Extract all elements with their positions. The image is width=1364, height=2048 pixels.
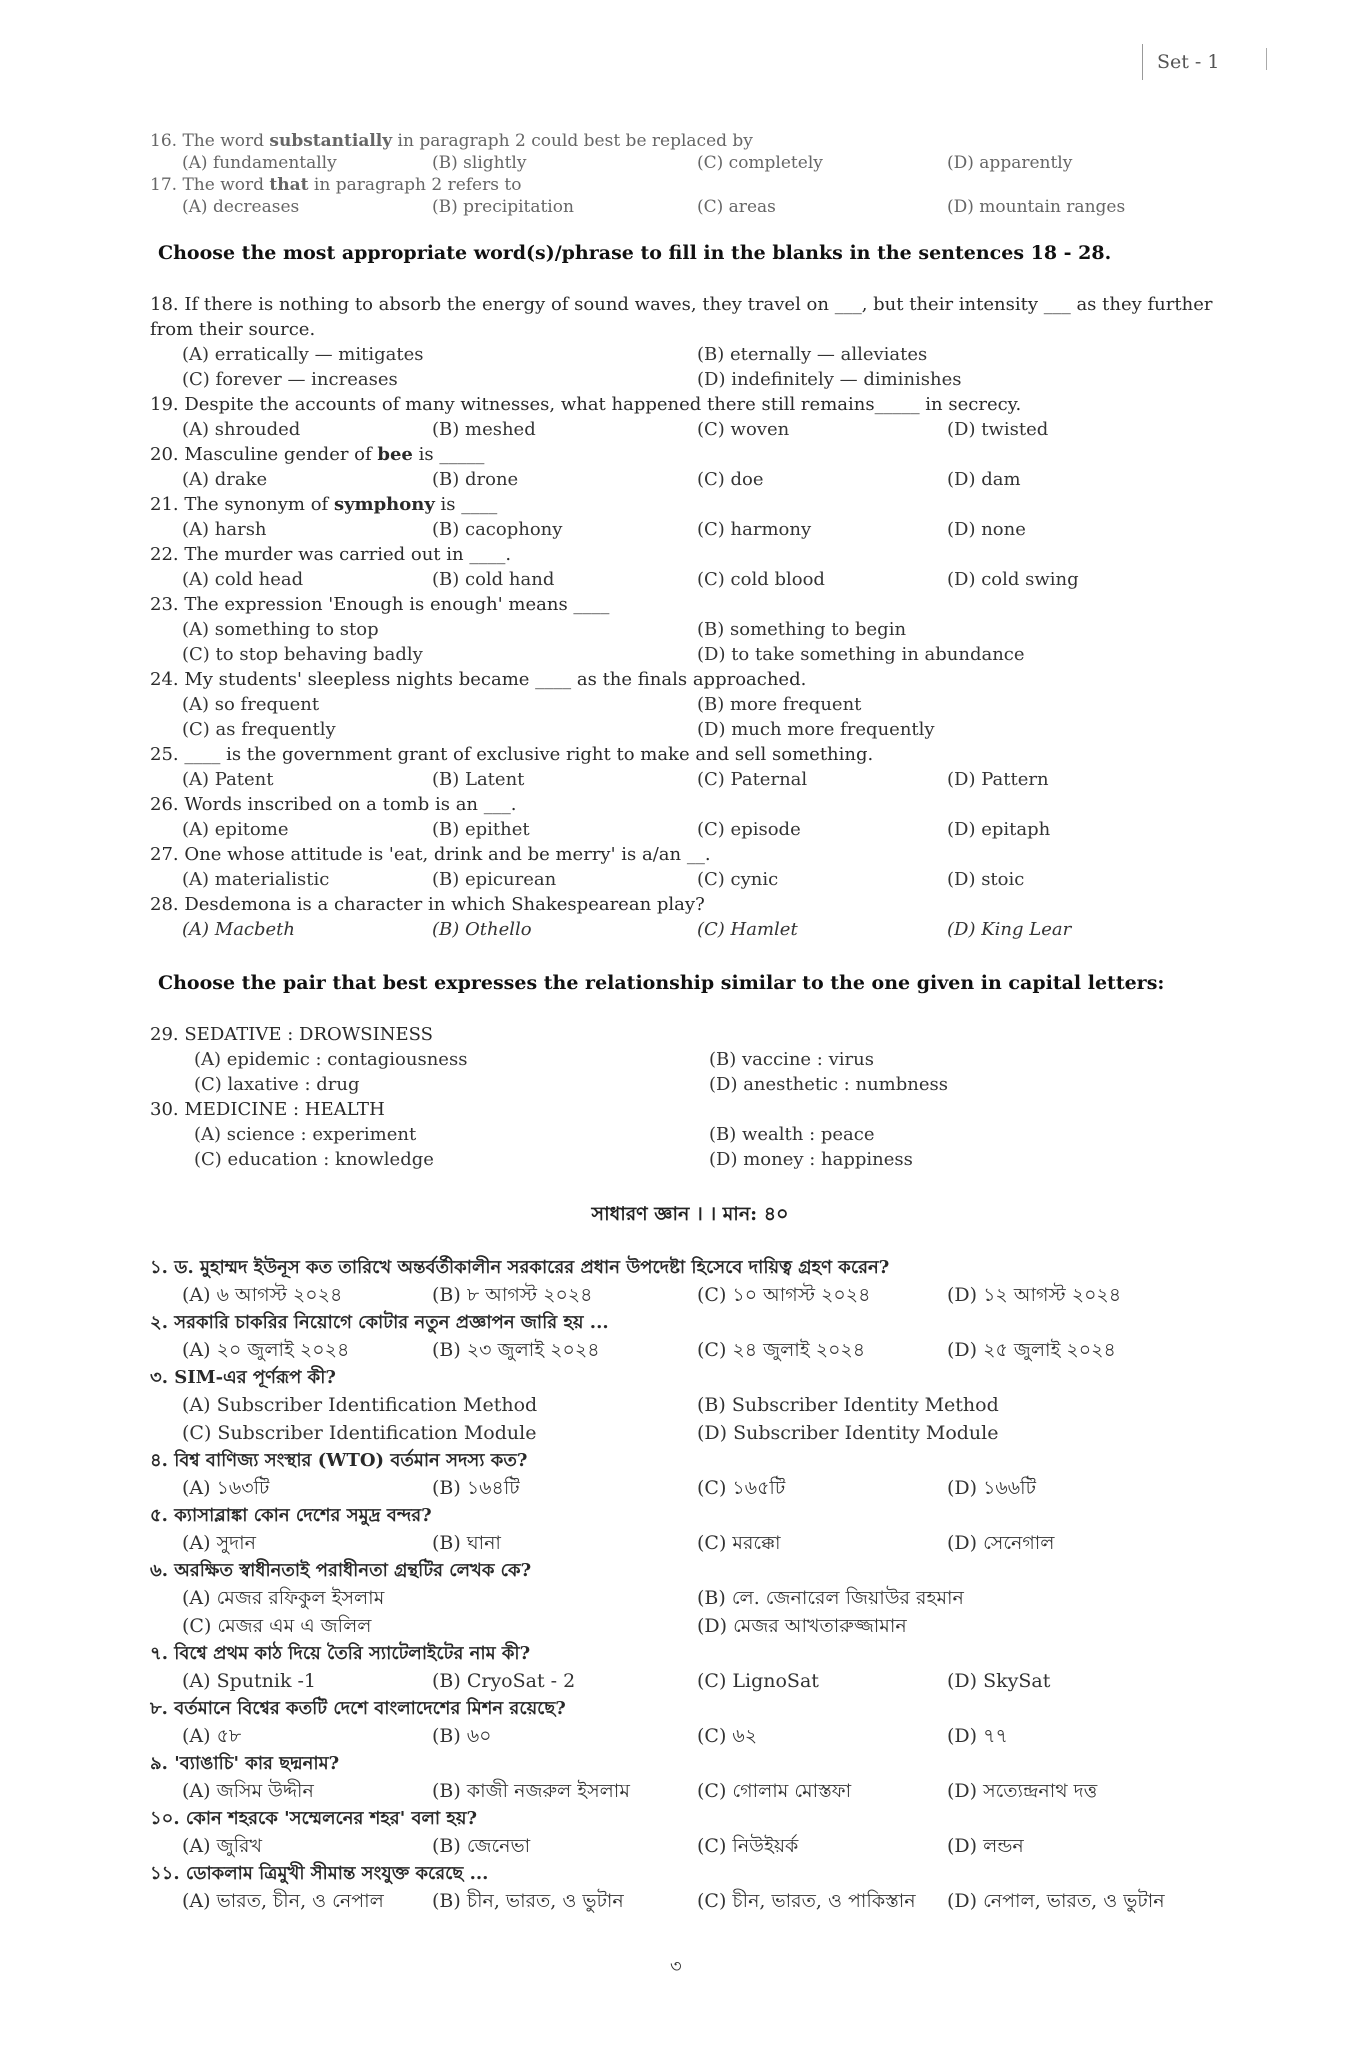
question-30: [150, 1097, 1230, 1172]
option-c: (C) harmony: [697, 519, 812, 540]
gk-question-4: [150, 1447, 1230, 1502]
general-knowledge-title: সাধারণ জ্ঞান । । মান: ৪০: [591, 1203, 789, 1225]
options: [150, 1047, 1230, 1097]
options: [150, 1584, 1230, 1640]
option-b: (B) লে. জেনারেল জিয়াউর রহমান: [697, 1587, 964, 1609]
option-c: (C) ১৬৫টি: [697, 1477, 786, 1499]
gk-question-6: [150, 1557, 1230, 1640]
gk-question-11: [150, 1860, 1230, 1915]
options: [150, 567, 1230, 592]
question-text: 20. Masculine gender of bee is _____: [150, 444, 485, 465]
option-d: (D) ২৫ জুলাই ২০২৪: [947, 1339, 1116, 1361]
options: [150, 917, 1230, 942]
question-text: 22. The murder was carried out in ____.: [150, 544, 512, 565]
options: [150, 867, 1230, 892]
option-b: (B) ৬০: [432, 1725, 492, 1747]
question-text: ৪. বিশ্ব বাণিজ্য সংস্থার (WTO) বর্তমান সদস্য কত?: [150, 1450, 528, 1471]
option-c: (C) ২৪ জুলাই ২০২৪: [697, 1339, 866, 1361]
option-a: (A) drake: [182, 469, 268, 490]
options: [150, 1887, 1230, 1915]
gk-question-5: [150, 1502, 1230, 1557]
gk-question-8: [150, 1695, 1230, 1750]
option-c: (C) Subscriber Identification Module: [182, 1422, 537, 1444]
option-b: (B) more frequent: [697, 694, 862, 715]
options: [150, 692, 1230, 742]
option-b: (B) wealth : peace: [709, 1124, 875, 1145]
option-d: (D) anesthetic : numbness: [709, 1074, 948, 1095]
option-c: (C) ৬২: [697, 1725, 758, 1747]
section-heading-fill-blanks: Choose the most appropriate word(s)/phrase to fill in the blanks in the sentences 18 - 28.: [158, 242, 1112, 264]
option-b: (B) meshed: [432, 419, 536, 440]
option-a: (A) shrouded: [182, 419, 301, 440]
question-text: ৭. বিশ্বে প্রথম কাঠ দিয়ে তৈরি স্যাটেলাইটের নাম কী?: [150, 1643, 531, 1664]
options: [150, 517, 1230, 542]
option-b: (B) vaccine : virus: [709, 1049, 874, 1070]
gk-question-3: [150, 1364, 1230, 1447]
options: [150, 1474, 1230, 1502]
gk-question-7: [150, 1640, 1230, 1695]
option-d: (D) twisted: [947, 419, 1049, 440]
question-16: [150, 130, 1230, 174]
option-c: (C) cold blood: [697, 569, 825, 590]
question-22: [150, 542, 1230, 592]
option-b: (B) cold hand: [432, 569, 555, 590]
options: [150, 817, 1230, 842]
option-c: (C) Hamlet: [697, 919, 798, 940]
option-b: (B) eternally — alleviates: [697, 344, 928, 365]
option-b: (B) কাজী নজরুল ইসলাম: [432, 1780, 630, 1802]
option-d: (D) SkySat: [947, 1670, 1051, 1692]
options: [150, 417, 1230, 442]
option-b: (B) cacophony: [432, 519, 563, 540]
options: [150, 196, 1230, 218]
gk-question-9: [150, 1750, 1230, 1805]
option-b: (B) drone: [432, 469, 519, 490]
option-c: (C) forever — increases: [182, 369, 398, 390]
question-text: 17. The word that in paragraph 2 refers to: [150, 175, 522, 195]
question-text: 19. Despite the accounts of many witnesses, what happened there still remains_____ in secrecy.: [150, 394, 1022, 415]
options: [150, 1722, 1230, 1750]
option-b: (B) epithet: [432, 819, 530, 840]
option-b: (B) জেনেভা: [432, 1835, 531, 1857]
option-c: (C) ১০ আগস্ট ২০২৪: [697, 1284, 871, 1306]
option-d: (D) লন্ডন: [947, 1835, 1024, 1857]
question-text: 30. MEDICINE : HEALTH: [150, 1099, 385, 1120]
option-a: (A) cold head: [182, 569, 304, 590]
option-d: (D) সেনেগাল: [947, 1532, 1055, 1554]
option-c: (C) as frequently: [182, 719, 336, 740]
option-b: (B) চীন, ভারত, ও ভুটান: [432, 1890, 624, 1912]
question-text: 24. My students' sleepless nights became ____ as the finals approached.: [150, 669, 807, 690]
option-a: (A) erratically — mitigates: [182, 344, 424, 365]
option-d: (D) money : happiness: [709, 1149, 913, 1170]
options: [150, 1667, 1230, 1695]
question-text: ৯. 'ব্যাঙাচি' কার ছদ্মনাম?: [150, 1753, 340, 1774]
fill-blank-questions: [150, 292, 1230, 942]
option-a: (A) জুরিখ: [182, 1835, 262, 1857]
option-b: (B) precipitation: [432, 197, 574, 217]
options: [150, 342, 1230, 392]
option-c: (C) laxative : drug: [194, 1074, 360, 1095]
option-c: (C) episode: [697, 819, 801, 840]
option-a: (A) ৬ আগস্ট ২০২৪: [182, 1284, 343, 1306]
question-text: 28. Desdemona is a character in which Shakespearean play?: [150, 894, 705, 915]
question-text: ১০. কোন শহরকে 'সম্মেলনের শহর' বলা হয়?: [150, 1808, 478, 1829]
option-b: (B) Latent: [432, 769, 525, 790]
option-a: (A) Subscriber Identification Method: [182, 1394, 538, 1416]
option-d: (D) much more frequently: [697, 719, 935, 740]
option-d: (D) ১৬৬টি: [947, 1477, 1036, 1499]
question-text: ৫. ক্যাসাব্লাঙ্কা কোন দেশের সমুদ্র বন্দর?: [150, 1505, 432, 1526]
option-d: (D) Subscriber Identity Module: [697, 1422, 999, 1444]
option-a: (A) decreases: [182, 197, 300, 217]
question-text: 21. The synonym of symphony is ____: [150, 494, 498, 515]
option-a: (A) মেজর রফিকুল ইসলাম: [182, 1587, 385, 1609]
section-heading-analogy: Choose the pair that best expresses the relationship similar to the one given in capital letters:: [158, 972, 1165, 994]
options: [150, 1336, 1230, 1364]
question-21: [150, 492, 1230, 542]
question-18: [150, 292, 1230, 392]
analogy-questions: [150, 1022, 1230, 1172]
question-text: 16. The word substantially in paragraph 2 could best be replaced by: [150, 131, 753, 151]
question-text: ৮. বর্তমানে বিশ্বের কতটি দেশে বাংলাদেশের মিশন রয়েছে?: [150, 1698, 566, 1719]
option-c: (C) মেজর এম এ জলিল: [182, 1615, 372, 1637]
question-text: 26. Words inscribed on a tomb is an ___.: [150, 794, 517, 815]
question-text: 23. The expression 'Enough is enough' means ____: [150, 594, 610, 615]
option-d: (D) none: [947, 519, 1026, 540]
option-d: (D) Pattern: [947, 769, 1049, 790]
option-c: (C) completely: [697, 153, 823, 173]
gk-question-10: [150, 1805, 1230, 1860]
option-a: (A) জসিম উদ্দীন: [182, 1780, 314, 1802]
options: [150, 1529, 1230, 1557]
option-c: (C) doe: [697, 469, 764, 490]
options: [150, 767, 1230, 792]
option-d: (D) King Lear: [947, 919, 1072, 940]
option-d: (D) indefinitely — diminishes: [697, 369, 962, 390]
option-b: (B) ৮ আগস্ট ২০২৪: [432, 1284, 593, 1306]
option-c: (C) Paternal: [697, 769, 808, 790]
set-label: Set - 1: [1142, 44, 1253, 80]
option-a: (A) ১৬৩টি: [182, 1477, 270, 1499]
option-c: (C) চীন, ভারত, ও পাকিস্তান: [697, 1890, 916, 1912]
option-a: (A) science : experiment: [194, 1124, 417, 1145]
options: [150, 467, 1230, 492]
question-28: [150, 892, 1230, 942]
option-d: (D) নেপাল, ভারত, ও ভুটান: [947, 1890, 1165, 1912]
options: [150, 617, 1230, 667]
option-a: (A) epidemic : contagiousness: [194, 1049, 468, 1070]
option-a: (A) ৫৮: [182, 1725, 242, 1747]
question-text: 29. SEDATIVE : DROWSINESS: [150, 1024, 433, 1045]
question-29: [150, 1022, 1230, 1097]
option-c: (C) মরক্কো: [697, 1532, 781, 1554]
option-d: (D) apparently: [947, 153, 1073, 173]
question-text: 27. One whose attitude is 'eat, drink and be merry' is a/an __.: [150, 844, 711, 865]
option-c: (C) to stop behaving badly: [182, 644, 423, 665]
option-d: (D) ১২ আগস্ট ২০২৪: [947, 1284, 1122, 1306]
question-23: [150, 592, 1230, 667]
option-c: (C) education : knowledge: [194, 1149, 434, 1170]
option-c: (C) areas: [697, 197, 776, 217]
option-a: (A) so frequent: [182, 694, 320, 715]
reading-questions: [150, 130, 1230, 218]
option-d: (D) মেজর আখতারুজ্জামান: [697, 1615, 907, 1637]
options: [150, 1281, 1230, 1309]
option-c: (C) LignoSat: [697, 1670, 819, 1692]
page-number: ৩: [670, 1956, 682, 1977]
general-knowledge-questions: [150, 1254, 1230, 1915]
options: [150, 1391, 1230, 1447]
option-a: (A) সুদান: [182, 1532, 256, 1554]
option-b: (B) CryoSat - 2: [432, 1670, 576, 1692]
option-b: (B) slightly: [432, 153, 527, 173]
option-d: (D) ৭৭: [947, 1725, 1008, 1747]
question-text: ১১. ডোকলাম ত্রিমুখী সীমান্ত সংযুক্ত করেছে ...: [150, 1863, 489, 1884]
option-a: (A) fundamentally: [182, 153, 337, 173]
option-a: (A) ভারত, চীন, ও নেপাল: [182, 1890, 384, 1912]
option-b: (B) something to begin: [697, 619, 907, 640]
question-text: ৩. SIM-এর পূর্ণরূপ কী?: [150, 1367, 336, 1388]
option-c: (C) cynic: [697, 869, 779, 890]
option-c: (C) নিউইয়র্ক: [697, 1835, 799, 1857]
option-d: (D) epitaph: [947, 819, 1051, 840]
gk-question-1: [150, 1254, 1230, 1309]
option-b: (B) epicurean: [432, 869, 557, 890]
option-b: (B) Subscriber Identity Method: [697, 1394, 999, 1416]
option-b: (B) ২৩ জুলাই ২০২৪: [432, 1339, 600, 1361]
option-a: (A) Macbeth: [182, 919, 296, 940]
options: [150, 1122, 1230, 1172]
question-text: 25. ____ is the government grant of exclusive right to make and sell something.: [150, 744, 874, 765]
question-27: [150, 842, 1230, 892]
option-a: (A) materialistic: [182, 869, 330, 890]
option-a: (A) epitome: [182, 819, 289, 840]
gk-question-2: [150, 1309, 1230, 1364]
question-24: [150, 667, 1230, 742]
option-d: (D) dam: [947, 469, 1021, 490]
option-a: (A) something to stop: [182, 619, 379, 640]
question-text: 18. If there is nothing to absorb the energy of sound waves, they travel on ___, but their intensity ___ as they further from their source.: [150, 294, 1213, 340]
option-b: (B) ১৬৪টি: [432, 1477, 520, 1499]
option-a: (A) Sputnik -1: [182, 1670, 317, 1692]
option-d: (D) to take something in abundance: [697, 644, 1025, 665]
option-a: (A) harsh: [182, 519, 267, 540]
option-d: (D) সত্যেন্দ্রনাথ দত্ত: [947, 1780, 1098, 1802]
exam-content: [150, 130, 1230, 1915]
option-b: (B) Othello: [432, 919, 532, 940]
question-25: [150, 742, 1230, 792]
question-17: [150, 174, 1230, 218]
question-text: ২. সরকারি চাকরির নিয়োগে কোটার নতুন প্রজ্ঞাপন জারি হয় ...: [150, 1312, 609, 1333]
question-20: [150, 442, 1230, 492]
options: [150, 1832, 1230, 1860]
option-a: (A) Patent: [182, 769, 274, 790]
question-26: [150, 792, 1230, 842]
option-c: (C) woven: [697, 419, 790, 440]
option-d: (D) cold swing: [947, 569, 1079, 590]
option-d: (D) mountain ranges: [947, 197, 1126, 217]
option-b: (B) ঘানা: [432, 1532, 501, 1554]
options: [150, 1777, 1230, 1805]
options: [150, 152, 1230, 174]
option-d: (D) stoic: [947, 869, 1025, 890]
option-a: (A) ২০ জুলাই ২০২৪: [182, 1339, 350, 1361]
question-19: [150, 392, 1230, 442]
question-text: ১. ড. মুহাম্মদ ইউনূস কত তারিখে অন্তর্বর্তীকালীন সরকারের প্রধান উপদেষ্টা হিসেবে দায়িত্ব গ্রহণ করেন?: [150, 1257, 890, 1278]
question-text: ৬. অরক্ষিত স্বাধীনতাই পরাধীনতা গ্রন্থটির লেখক কে?: [150, 1560, 532, 1581]
option-c: (C) গোলাম মোস্তফা: [697, 1780, 852, 1802]
